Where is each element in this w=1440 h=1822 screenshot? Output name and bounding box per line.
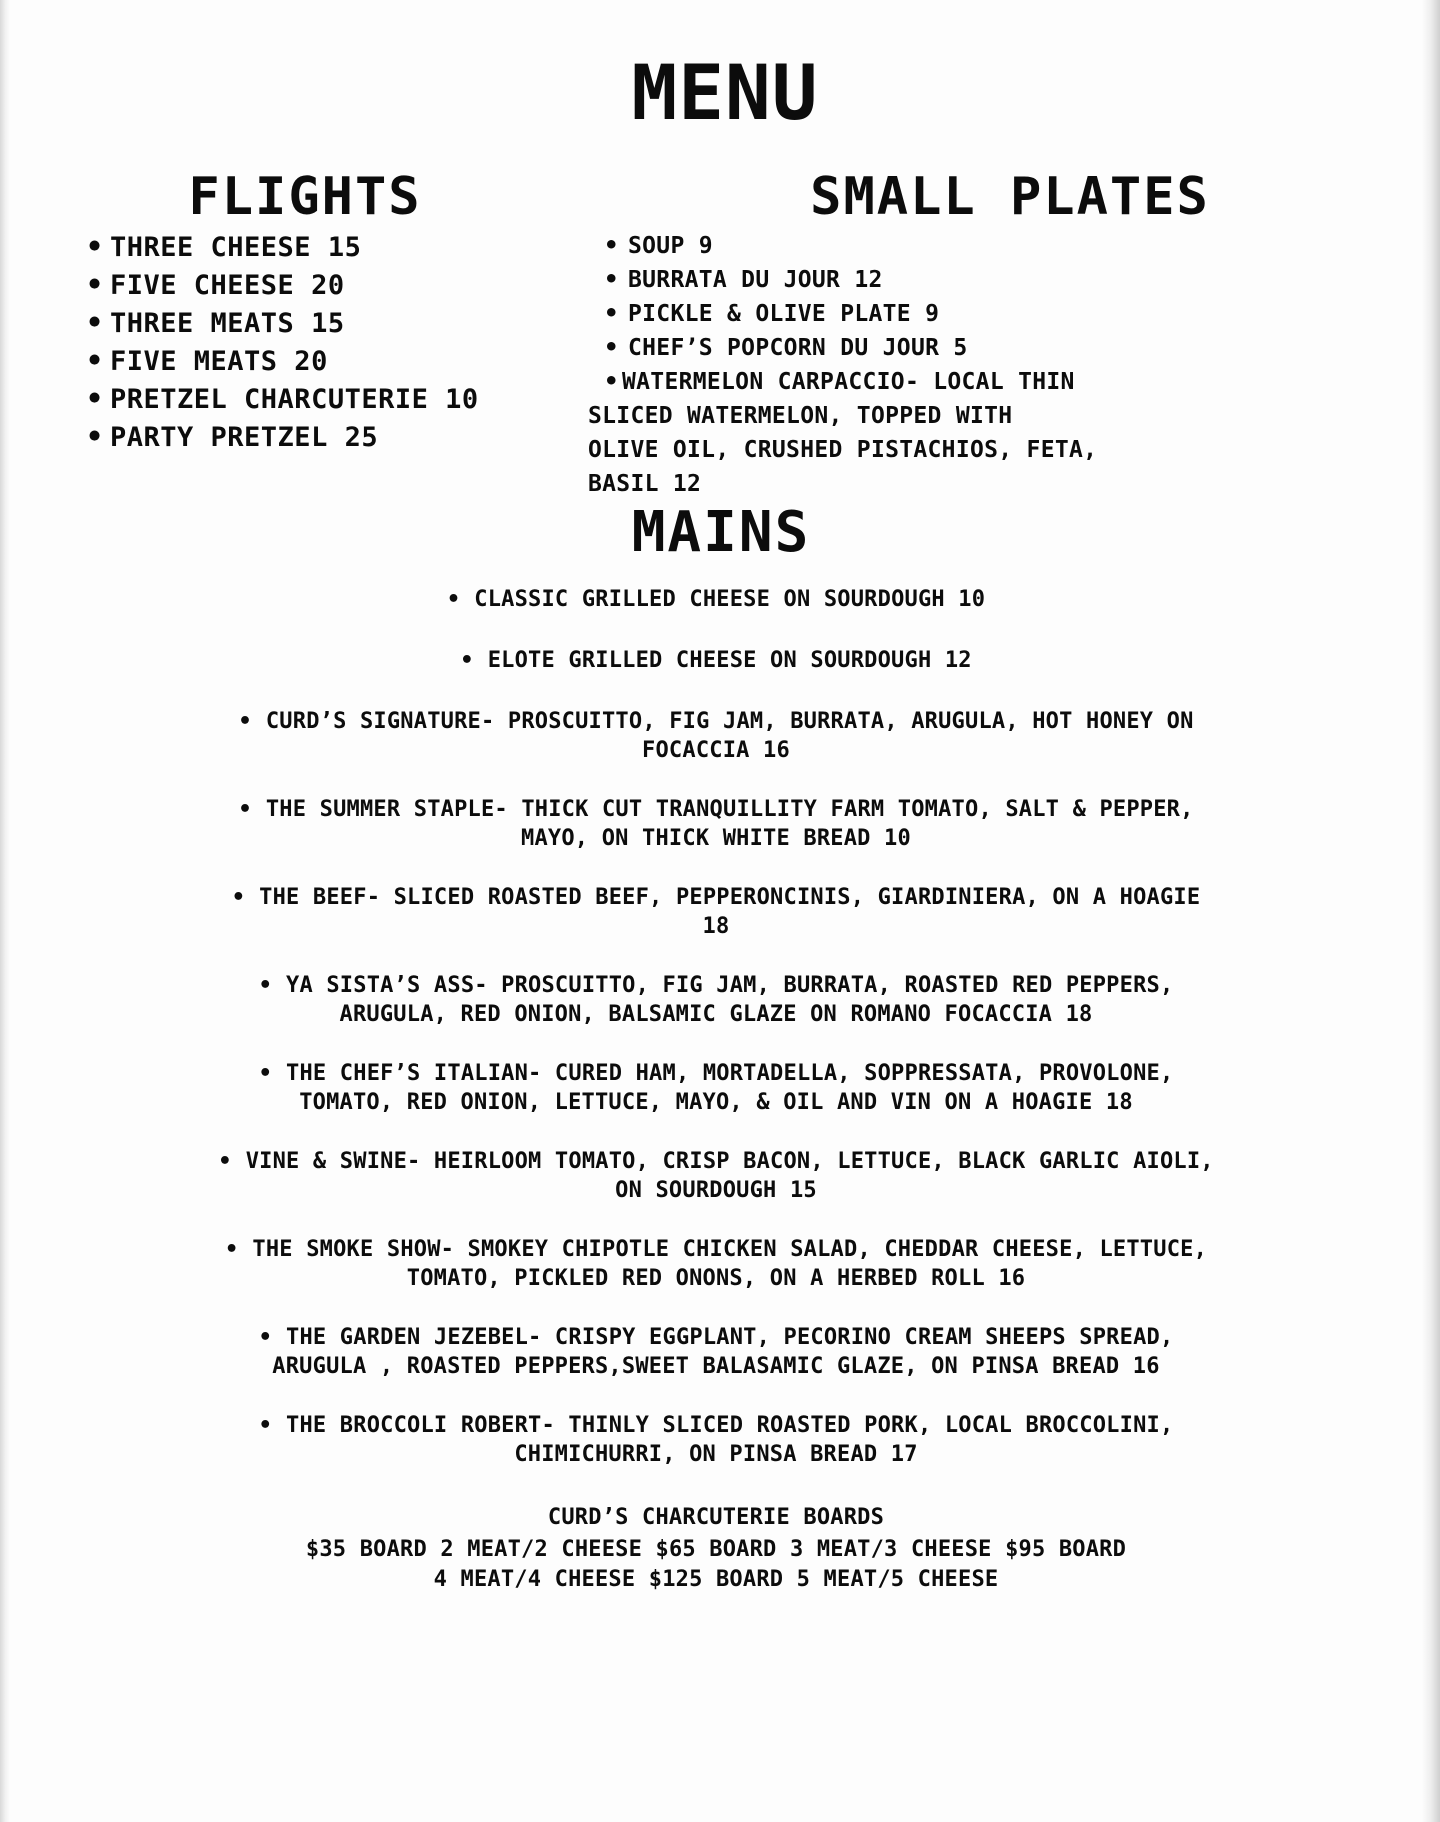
mains-heading: MAINS — [631, 500, 811, 565]
main-line-1: CURD’S SIGNATURE- PROSCUITTO, FIG JAM, BURRATA, ARUGULA, HOT HONEY ON — [265, 709, 1194, 734]
main-line-2: ARUGULA, RED ONION, BALSAMIC GLAZE ON ROMANO FOCACCIA 18 — [339, 1002, 1093, 1027]
scan-edge-right — [1422, 0, 1440, 1822]
list-item: • CHEF’S POPCORN DU JOUR 5 — [588, 331, 1422, 365]
list-item — [10, 883, 1422, 941]
top-columns — [10, 167, 1422, 501]
section-small-plates — [580, 167, 1422, 501]
boards-line-2: 4 MEAT/4 CHEESE $125 BOARD 5 MEAT/5 CHEESE — [433, 1567, 999, 1592]
bullet-icon: • — [238, 709, 252, 734]
plate-line-2: SLICED WATERMELON, TOPPED WITH — [588, 403, 1013, 429]
main-line-2: MAYO, ON THICK WHITE BREAD 10 — [521, 826, 911, 851]
main-line-2: CHIMICHURRI, ON PINSA BREAD 17 — [514, 1442, 918, 1467]
main-line-1: THE SUMMER STAPLE- THICK CUT TRANQUILLITY FARM TOMATO, SALT & PEPPER, — [265, 797, 1194, 822]
main-line-1: THE GARDEN JEZEBEL- CRISPY EGGPLANT, PECORINO CREAM SHEEPS SPREAD, — [286, 1325, 1174, 1350]
main-line-2: ON SOURDOUGH 15 — [615, 1178, 817, 1203]
mains-list — [10, 585, 1422, 1469]
bullet-icon: • — [224, 1237, 239, 1262]
main-line-2: TOMATO, RED ONION, LETTUCE, MAYO, & OIL AND VIN ON A HOAGIE 18 — [299, 1090, 1133, 1115]
list-item: • BURRATA DU JOUR 12 — [588, 263, 1422, 297]
bullet-icon: • — [460, 648, 474, 673]
plate-line-1: WATERMELON CARPACCIO- LOCAL THIN — [622, 369, 1075, 395]
list-item: • PRETZEL CHARCUTERIE 10 — [70, 381, 580, 419]
bullet-icon: • — [258, 973, 273, 998]
list-item — [10, 1411, 1422, 1469]
main-line-1: THE CHEF’S ITALIAN- CURED HAM, MORTADELLA, SOPPRESSATA, PROVOLONE, — [286, 1061, 1174, 1086]
bullet-icon: • — [238, 797, 252, 822]
small-plates-heading: SMALL PLATES — [810, 167, 1210, 227]
bullet-icon: • — [218, 1149, 232, 1174]
list-item — [10, 1059, 1422, 1117]
flights-list — [10, 229, 580, 457]
list-item — [588, 365, 1422, 501]
main-line-1: CLASSIC GRILLED CHEESE ON SOURDOUGH 10 — [474, 587, 986, 612]
charcuterie-boards — [10, 1503, 1422, 1595]
menu-sheet — [10, 0, 1422, 1822]
bullet-icon: • — [258, 1061, 273, 1086]
main-line-1: VINE & SWINE- HEIRLOOM TOMATO, CRISP BACON, LETTUCE, BLACK GARLIC AIOLI, — [245, 1149, 1214, 1174]
page-title: MENU — [631, 48, 819, 137]
scan-edge-left — [0, 0, 10, 1822]
list-item — [10, 1235, 1422, 1293]
bullet-icon: • — [258, 1325, 273, 1350]
main-line-2: 18 — [702, 914, 730, 939]
flights-heading: FLIGHTS — [188, 167, 422, 227]
bullet-icon: • — [258, 1413, 273, 1438]
list-item — [10, 1323, 1422, 1381]
list-item: • THREE CHEESE 15 — [70, 229, 580, 267]
bullet-icon: • — [231, 885, 246, 910]
section-flights — [10, 167, 580, 457]
main-line-1: THE SMOKE SHOW- SMOKEY CHIPOTLE CHICKEN SALAD, CHEDDAR CHEESE, LETTUCE, — [252, 1237, 1208, 1262]
list-item — [10, 707, 1422, 765]
plate-line-3: OLIVE OIL, CRUSHED PISTACHIOS, FETA, — [588, 437, 1098, 463]
small-plates-list — [588, 229, 1422, 501]
main-line-1: THE BEEF- SLICED ROASTED BEEF, PEPPERONCINIS, GIARDINIERA, ON A HOAGIE — [259, 885, 1201, 910]
list-item: • FIVE MEATS 20 — [70, 343, 580, 381]
boards-line-1: $35 BOARD 2 MEAT/2 CHEESE $65 BOARD 3 MEAT/3 CHEESE $95 BOARD — [305, 1537, 1127, 1562]
plate-line-4: BASIL 12 — [588, 471, 702, 497]
list-item — [10, 585, 1422, 614]
list-item — [10, 795, 1422, 853]
main-line-1: YA SISTA’S ASS- PROSCUITTO, FIG JAM, BURRATA, ROASTED RED PEPPERS, — [286, 973, 1174, 998]
list-item: • THREE MEATS 15 — [70, 305, 580, 343]
main-line-1: ELOTE GRILLED CHEESE ON SOURDOUGH 12 — [487, 648, 972, 673]
main-line-2: ARUGULA , ROASTED PEPPERS,SWEET BALASAMIC GLAZE, ON PINSA BREAD 16 — [272, 1354, 1160, 1379]
main-line-2: FOCACCIA 16 — [642, 738, 790, 763]
list-item: • PICKLE & OLIVE PLATE 9 — [588, 297, 1422, 331]
list-item: • PARTY PRETZEL 25 — [70, 419, 580, 457]
list-item: • SOUP 9 — [588, 229, 1422, 263]
list-item — [10, 1147, 1422, 1205]
main-line-2: TOMATO, PICKLED RED ONONS, ON A HERBED ROLL 16 — [406, 1266, 1026, 1291]
list-item — [10, 971, 1422, 1029]
bullet-icon: • — [446, 587, 461, 612]
list-item — [10, 646, 1422, 675]
list-item: • FIVE CHEESE 20 — [70, 267, 580, 305]
main-line-1: THE BROCCOLI ROBERT- THINLY SLICED ROASTED PORK, LOCAL BROCCOLINI, — [286, 1413, 1174, 1438]
boards-title: CURD’S CHARCUTERIE BOARDS — [547, 1505, 885, 1530]
